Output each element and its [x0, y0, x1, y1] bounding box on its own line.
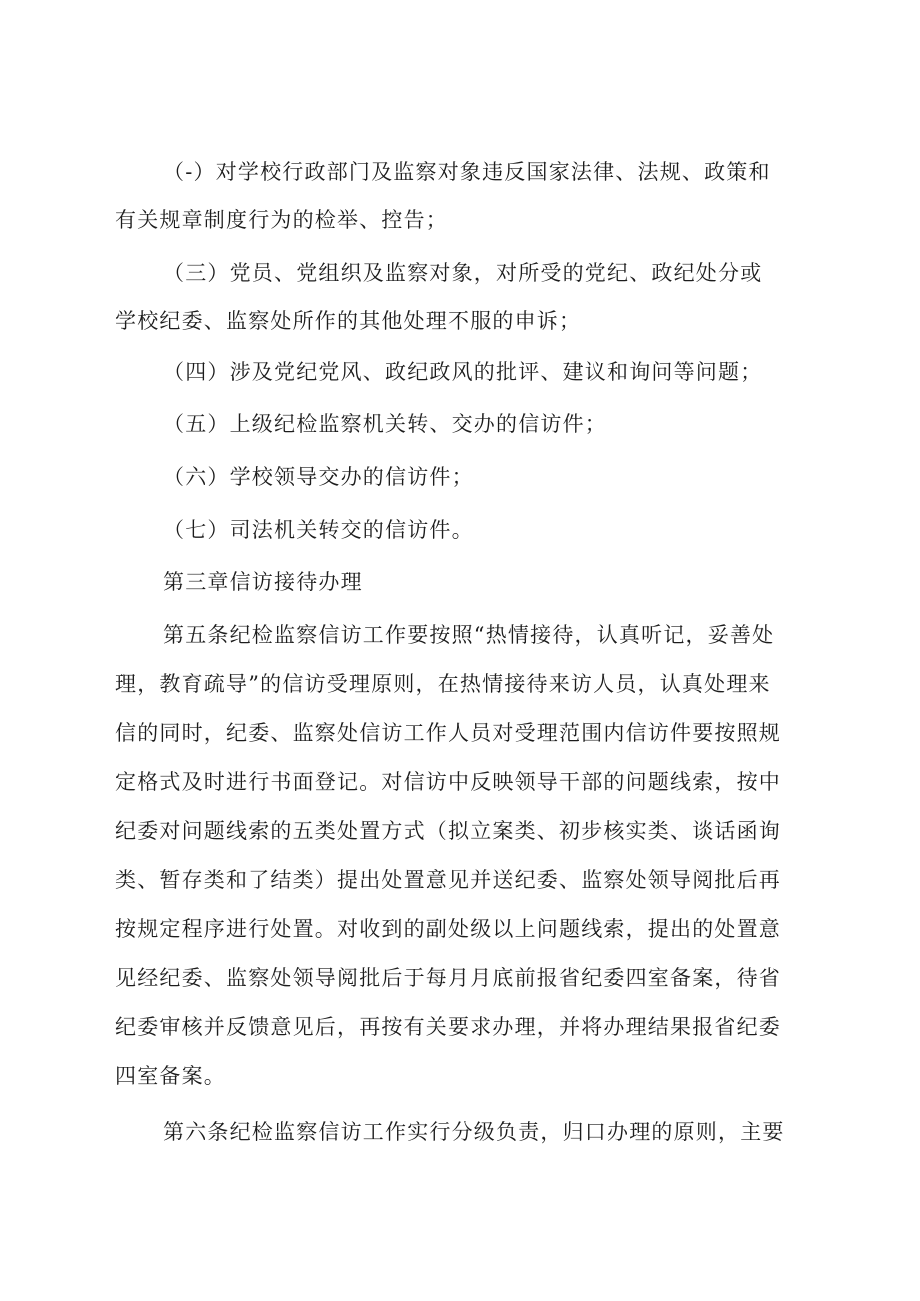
- chapter-heading: 第三章信访接待办理: [163, 570, 363, 594]
- article-5-line-1: 第五条纪检监察信访工作要按照“热情接待，认真听记，妥善处: [163, 623, 775, 647]
- article-5-line-3: 信的同时，纪委、监察处信访工作人员对受理范围内信访件要按照规: [115, 721, 781, 745]
- text-line-item-4: （四）涉及党纪党风、政纪政风的批评、建议和询问等问题；: [163, 360, 763, 384]
- text-line-item-3-cont: 学校纪委、监察处所作的其他处理不服的申诉；: [115, 309, 582, 333]
- article-5-line-5: 纪委对问题线索的五类处置方式（拟立案类、初步核实类、谈话函询: [115, 819, 781, 843]
- article-5-line-4: 定格式及时进行书面登记。对信访中反映领导干部的问题线索，按中: [115, 770, 781, 794]
- article-5-line-6: 类、暂存类和了结类）提出处置意见并送纪委、监察处领导阅批后再: [115, 868, 781, 892]
- text-line-item-1: （-）对学校行政部门及监察对象违反国家法律、法规、政策和: [163, 160, 771, 184]
- text-line-item-7: （七）司法机关转交的信访件。: [163, 518, 474, 542]
- text-line-item-5: （五）上级纪检监察机关转、交办的信访件；: [163, 412, 607, 436]
- article-5-line-9: 纪委审核并反馈意见后，再按有关要求办理，并将办理结果报省纪委: [115, 1015, 781, 1039]
- article-5-line-8: 见经纪委、监察处领导阅批后于每月月底前报省纪委四室备案，待省: [115, 966, 781, 990]
- text-line-item-6: （六）学校领导交办的信访件；: [163, 465, 474, 489]
- article-5-line-10: 四室备案。: [115, 1064, 226, 1088]
- article-5-line-7: 按规定程序进行处置。对收到的副处级以上问题线索，提出的处置意: [115, 917, 781, 941]
- text-line-item-3: （三）党员、党组织及监察对象，对所受的党纪、政纪处分或: [163, 261, 763, 285]
- article-6-line-1: 第六条纪检监察信访工作实行分级负责，归口办理的原则，主要: [163, 1120, 785, 1144]
- text-line-clause-1-cont: 有关规章制度行为的检举、控告；: [115, 208, 448, 232]
- article-5-line-2: 理，教育疏导”的信访受理原则，在热情接待来访人员，认真处理来: [115, 672, 771, 696]
